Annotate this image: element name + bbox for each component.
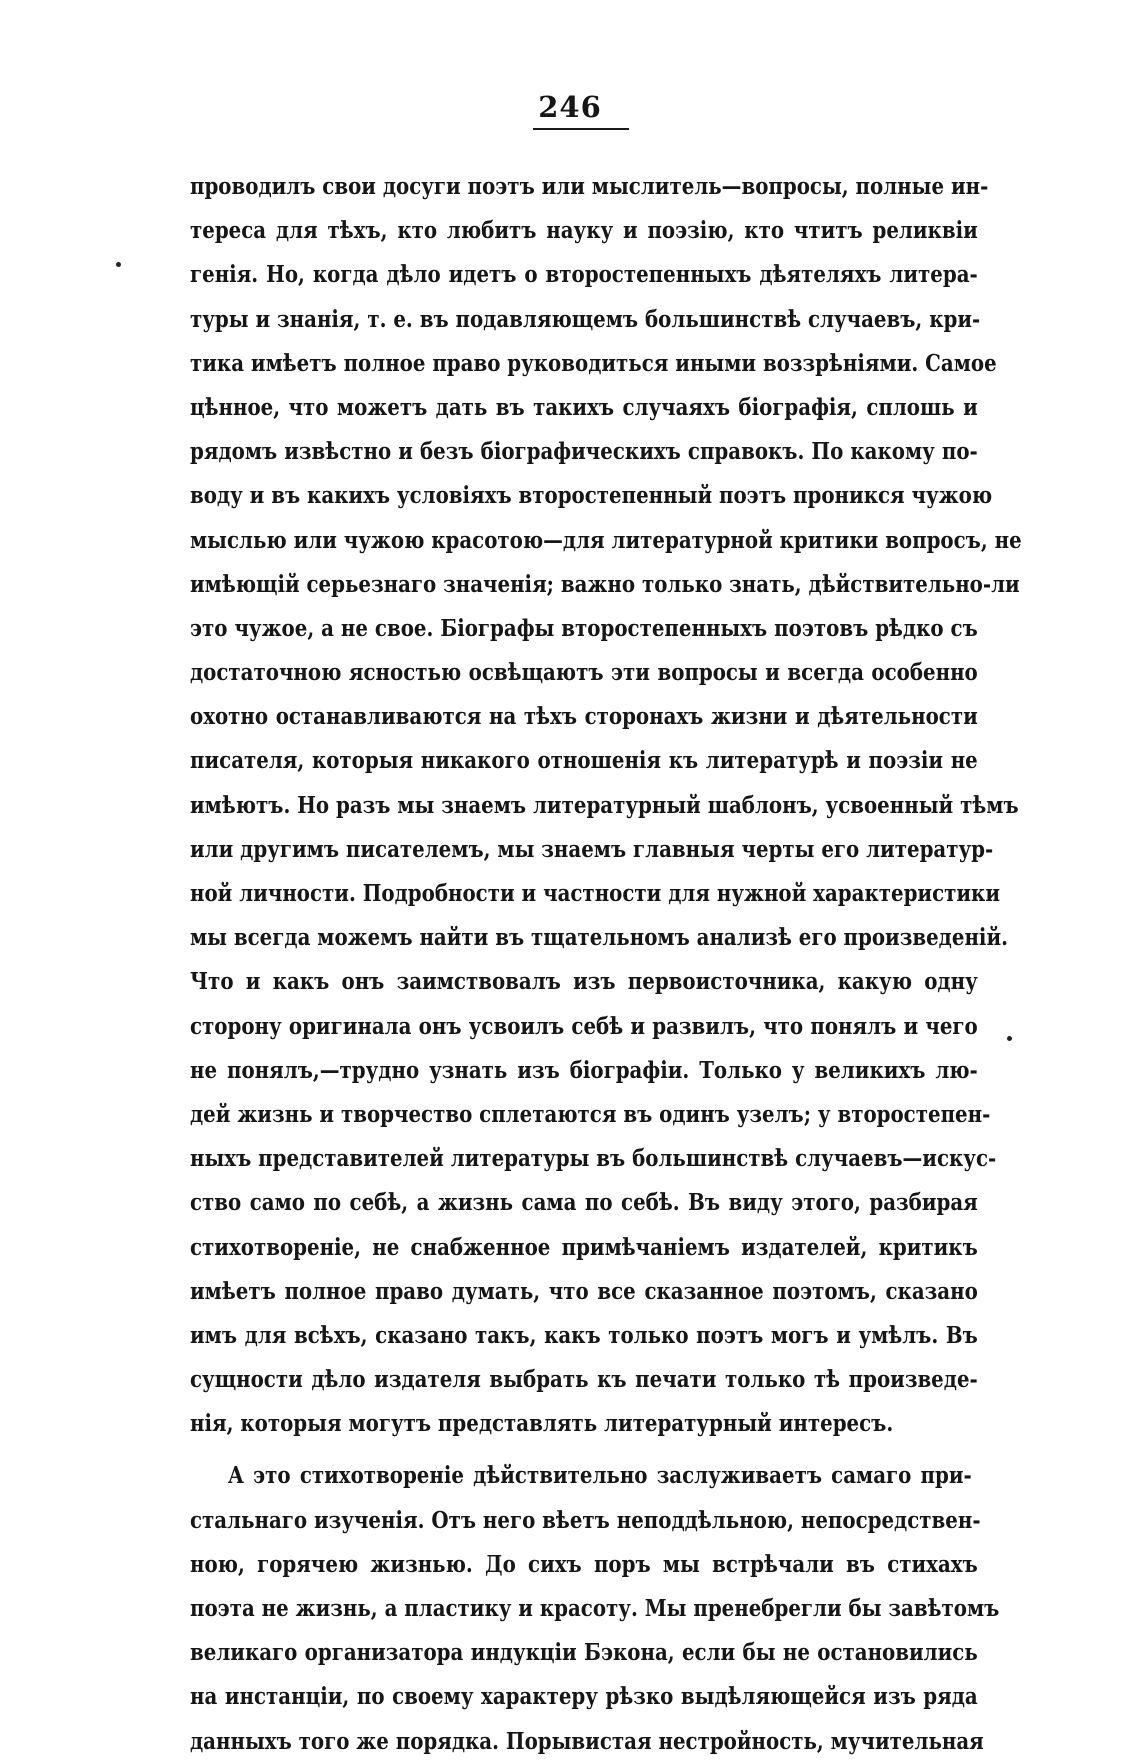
text-line: достаточною ясностью освѣщаютъ эти вопросы и всегда особенно bbox=[190, 659, 978, 687]
text-line: мыслью или чужою красотою—для литературной критики вопросъ, не bbox=[190, 526, 1022, 554]
text-line: имъ для всѣхъ, сказано такъ, какъ только поэтъ могъ и умѣлъ. Въ bbox=[190, 1321, 978, 1349]
text-line: ной личности. Подробности и частности для нужной характеристики bbox=[190, 880, 1000, 907]
page-number: 246 bbox=[538, 90, 602, 124]
text-line: на инстанціи, по своему характеру рѣзко выдѣляющейся изъ ряда bbox=[190, 1683, 978, 1711]
text-line: писателя, которыя никакого отношенія къ литературѣ и поэзіи не bbox=[190, 747, 978, 775]
text-line: или другимъ писателемъ, мы знаемъ главныя черты его литератур- bbox=[190, 835, 994, 863]
text-line: великаго организатора индукціи Бэкона, если бы не остановились bbox=[190, 1639, 978, 1667]
text-line: данныхъ того же порядка. Порывистая нестройность, мучительная bbox=[190, 1727, 984, 1755]
text-line: генія. Но, когда дѣло идетъ о второстепенныхъ дѣятеляхъ литера- bbox=[190, 261, 978, 289]
text-line: А это стихотвореніе дѣйствительно заслуживаетъ самаго при- bbox=[227, 1462, 972, 1490]
text-line: туры и знанія, т. е. въ подавляющемъ большинствѣ случаевъ, кри- bbox=[190, 305, 981, 333]
text-line: сущности дѣло издателя выбрать къ печати только тѣ произведе- bbox=[190, 1366, 978, 1394]
text-line: стальнаго изученія. Отъ него вѣетъ неподдѣльною, непосредствен- bbox=[190, 1506, 981, 1534]
text-line: воду и въ какихъ условіяхъ второстепенный поэтъ проникся чужою bbox=[190, 482, 993, 510]
text-line: рядомъ извѣстно и безъ біографическихъ справокъ. По какому по- bbox=[190, 438, 978, 466]
text-line: не понялъ,—трудно узнать изъ біографіи. Только у великихъ лю- bbox=[190, 1056, 978, 1084]
paragraph-1 bbox=[190, 165, 1022, 1446]
text-line: проводилъ свои досуги поэтъ или мыслитель—вопросы, полные ин- bbox=[190, 173, 989, 200]
text-line: нія, которыя могутъ представлять литературный интересъ. bbox=[190, 1410, 894, 1438]
text-line: охотно останавливаются на тѣхъ сторонахъ жизни и дѣятельности bbox=[190, 703, 978, 731]
paragraph-2 bbox=[190, 1454, 1000, 1763]
text-line: имѣетъ полное право думать, что все сказанное поэтомъ, сказано bbox=[190, 1277, 978, 1305]
page-text bbox=[190, 165, 1022, 1764]
text-line: Что и какъ онъ заимствовалъ изъ первоисточника, какую одну bbox=[190, 968, 978, 996]
text-line: ныхъ представителей литературы въ большинствѣ случаевъ—искус- bbox=[190, 1145, 997, 1173]
text-line: ство само по себѣ, а жизнь сама по себѣ. Въ виду этого, разбирая bbox=[190, 1189, 978, 1217]
text-line: дей жизнь и творчество сплетаются въ одинъ узелъ; у второстепен- bbox=[190, 1100, 991, 1128]
text-line: поэта не жизнь, а пластику и красоту. Мы пренебрегли бы завѣтомъ bbox=[190, 1595, 1000, 1622]
print-speck bbox=[1007, 1036, 1012, 1041]
text-line: имѣющій серьезнаго значенія; важно только знать, дѣйствительно-ли bbox=[190, 570, 1020, 598]
paragraph-gap bbox=[190, 1446, 978, 1454]
text-line: ною, горячею жизнью. До сихъ поръ мы встрѣчали въ стихахъ bbox=[190, 1550, 978, 1578]
text-line: стихотвореніе, не снабженное примѣчаніемъ издателей, критикъ bbox=[190, 1233, 978, 1261]
text-line: это чужое, а не свое. Біографы второстепенныхъ поэтовъ рѣдко съ bbox=[190, 614, 978, 642]
print-speck bbox=[116, 262, 121, 267]
text-line: тика имѣетъ полное право руководиться иными воззрѣніями. Самое bbox=[190, 349, 997, 377]
text-line: цѣнное, что можетъ дать въ такихъ случаяхъ біографія, сплошь и bbox=[190, 393, 978, 421]
text-line: сторону оригинала онъ усвоилъ себѣ и развилъ, что понялъ и чего bbox=[190, 1012, 978, 1040]
text-line: мы всегда можемъ найти въ тщательномъ анализѣ его произведеній. bbox=[190, 924, 1009, 952]
text-line: тереса для тѣхъ, кто любитъ науку и поэзію, кто чтитъ реликвіи bbox=[190, 217, 978, 245]
page-number-rule bbox=[533, 128, 629, 130]
text-line: имѣютъ. Но разъ мы знаемъ литературный шаблонъ, усвоенный тѣмъ bbox=[190, 791, 1019, 819]
